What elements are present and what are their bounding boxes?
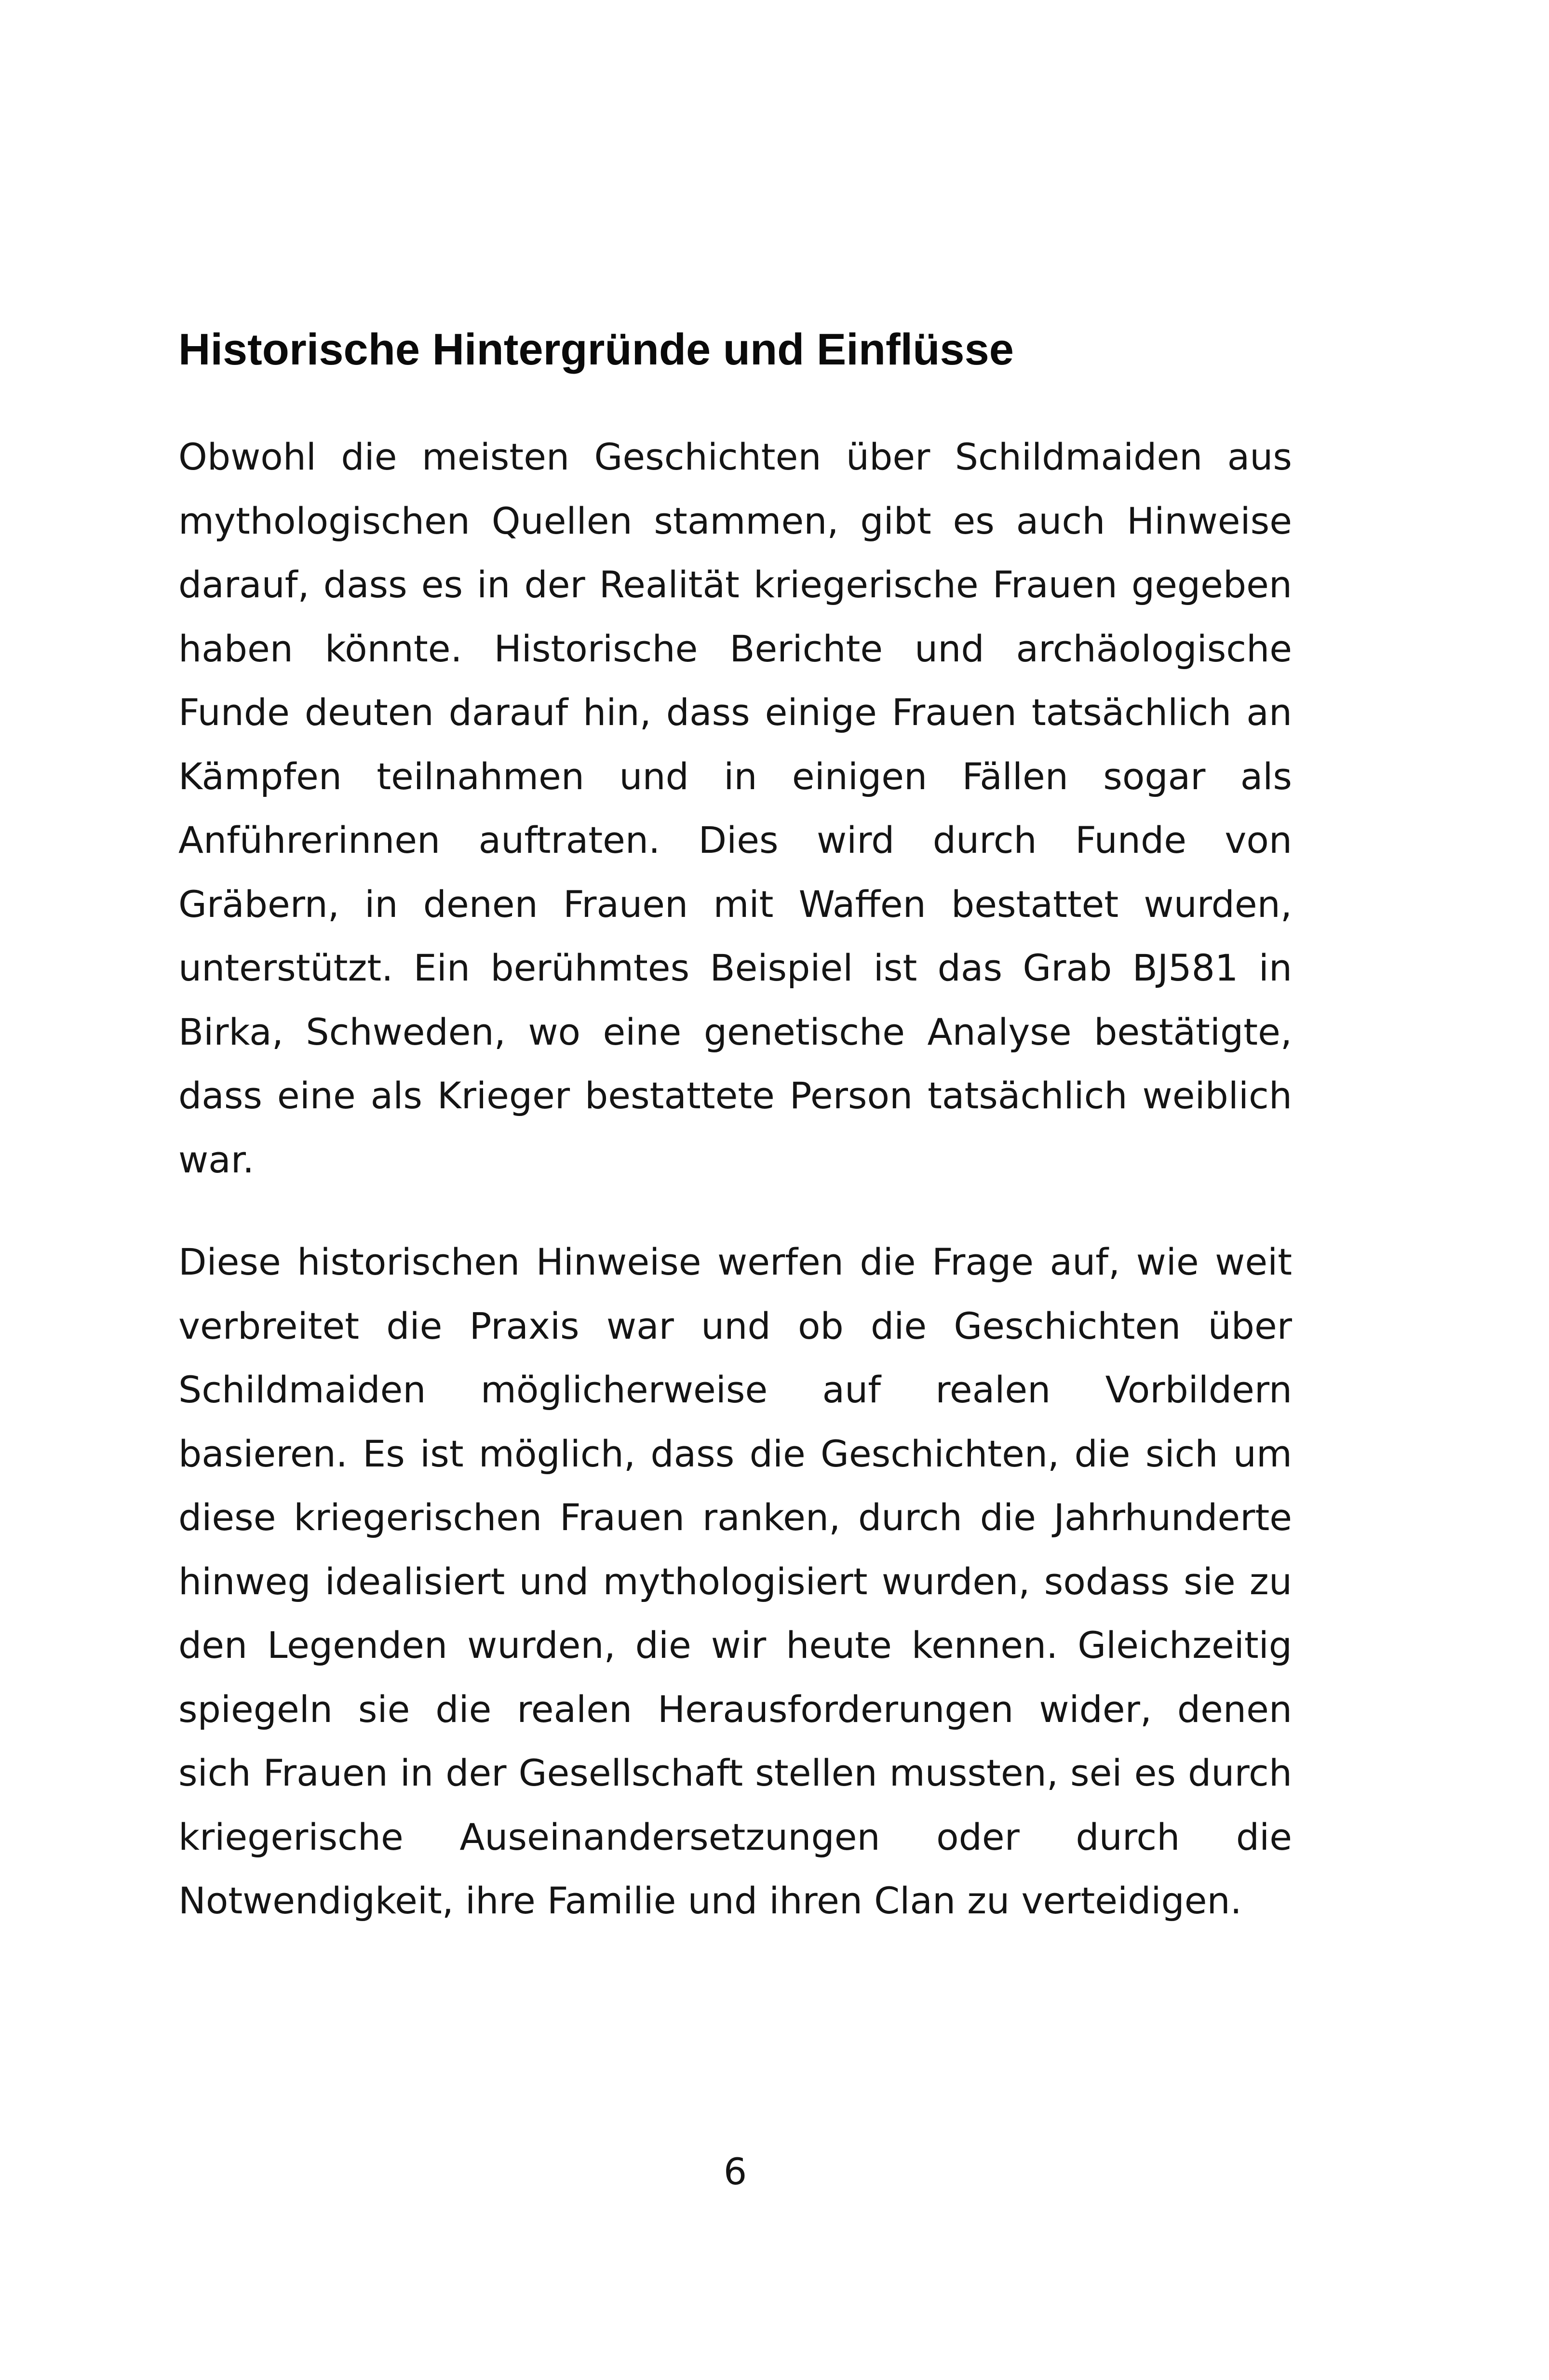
section-heading: Historische Hintergründe und Einflüsse [178, 325, 1014, 374]
page-content [178, 309, 1292, 1933]
body-paragraph-2: Diese historischen Hinweise werfen die Frage auf, wie weit verbreitet die Praxis war und ob die Geschichten über Schildmaiden möglicherweise auf realen Vorbildern basieren. Es ist möglich, dass die Geschichten, die sich um diese kriegerischen Frauen ranken, durch die Jahrhunderte hinweg idealisiert und mythologisiert wurden, sodass sie zu den Legenden wurden, die wir heute kennen. Gleichzeitig spiegeln sie die realen Herausforderungen wider, denen sich Frauen in der Gesellschaft stellen mussten, sei es durch kriegerische Auseinandersetzungen oder durch die Notwendigkeit, ihre Familie und ihren Clan zu verteidigen. [178, 1240, 1292, 1922]
page-number: 6 [723, 2150, 747, 2193]
body-paragraph-1: Obwohl die meisten Geschichten über Schildmaiden aus mythologischen Quellen stammen, gibt es auch Hinweise darauf, dass es in der Realität kriegerische Frauen gegeben haben könnte. Historische Berichte und archäologische Funde deuten darauf hin, dass einige Frauen tatsächlich an Kämpfen teilnahmen und in einigen Fällen sogar als Anführerinnen auftraten. Dies wird durch Funde von Gräbern, in denen Frauen mit Waffen bestattet wurden, unterstützt. Ein berühmtes Beispiel ist das Grab BJ581 in Birka, Schweden, wo eine genetische Analyse bestätigte, dass eine als Krieger bestattete Person tatsächlich weiblich war. [178, 435, 1292, 1181]
